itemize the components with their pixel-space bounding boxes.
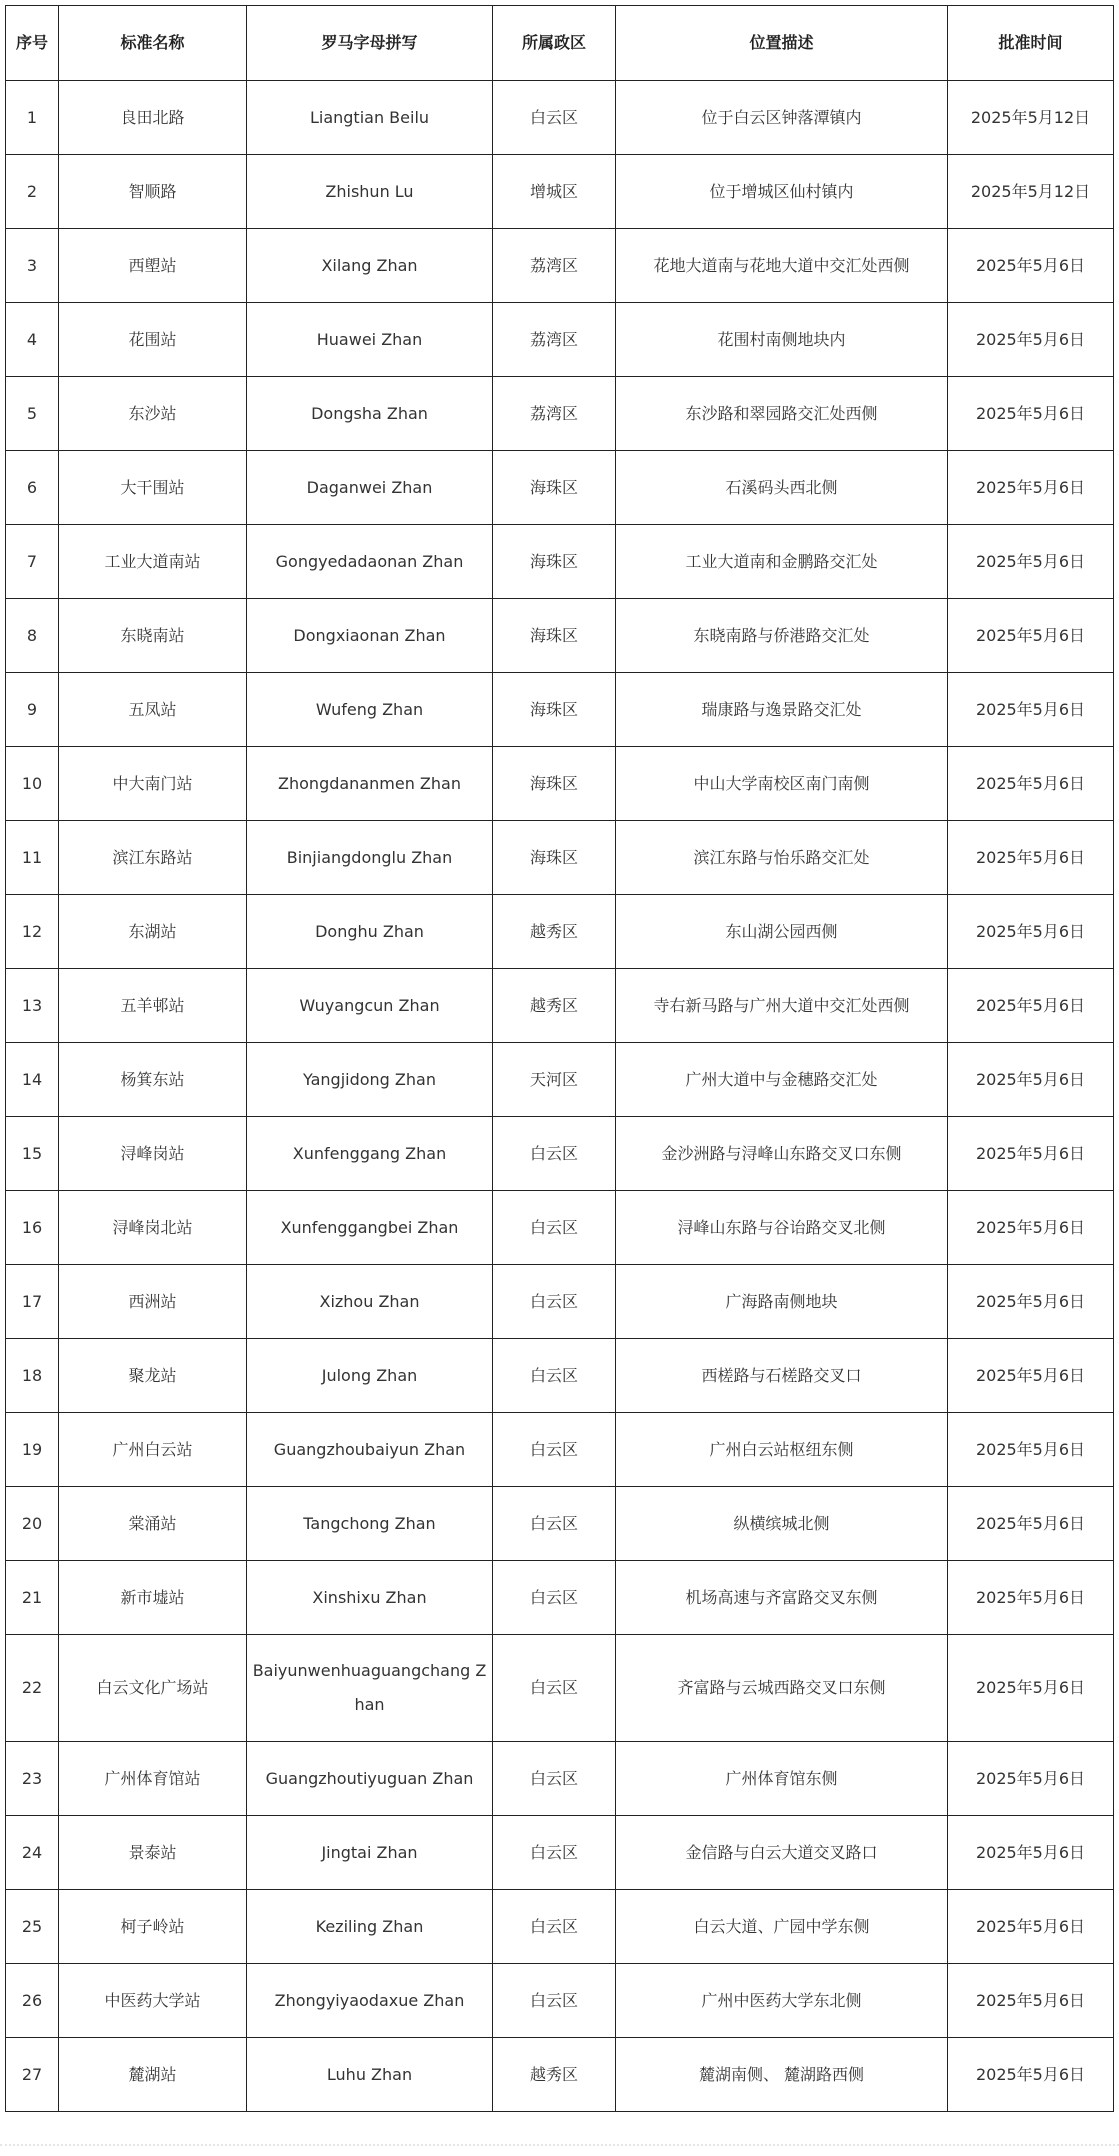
cell-standard-name: 工业大道南站 bbox=[59, 525, 247, 599]
cell-approval-date: 2025年5月6日 bbox=[948, 1742, 1114, 1816]
cell-standard-name: 西洲站 bbox=[59, 1265, 247, 1339]
cell-roman-spelling: Xizhou Zhan bbox=[247, 1265, 493, 1339]
header-standard-name: 标准名称 bbox=[59, 6, 247, 81]
table-row bbox=[6, 673, 1114, 747]
header-roman-spelling: 罗马字母拼写 bbox=[247, 6, 493, 81]
cell-serial-number: 12 bbox=[6, 895, 59, 969]
cell-approval-date: 2025年5月6日 bbox=[948, 1635, 1114, 1742]
cell-serial-number: 21 bbox=[6, 1561, 59, 1635]
cell-roman-spelling: Wuyangcun Zhan bbox=[247, 969, 493, 1043]
cell-serial-number: 25 bbox=[6, 1890, 59, 1964]
cell-district: 海珠区 bbox=[493, 525, 616, 599]
table-row bbox=[6, 1191, 1114, 1265]
table-row bbox=[6, 1964, 1114, 2038]
cell-standard-name: 滨江东路站 bbox=[59, 821, 247, 895]
cell-serial-number: 14 bbox=[6, 1043, 59, 1117]
cell-approval-date: 2025年5月6日 bbox=[948, 1413, 1114, 1487]
cell-approval-date: 2025年5月6日 bbox=[948, 1816, 1114, 1890]
cell-approval-date: 2025年5月6日 bbox=[948, 1191, 1114, 1265]
cell-standard-name: 中大南门站 bbox=[59, 747, 247, 821]
cell-approval-date: 2025年5月6日 bbox=[948, 1890, 1114, 1964]
cell-location-description: 机场高速与齐富路交叉东侧 bbox=[616, 1561, 948, 1635]
cell-serial-number: 9 bbox=[6, 673, 59, 747]
cell-serial-number: 5 bbox=[6, 377, 59, 451]
cell-district: 海珠区 bbox=[493, 821, 616, 895]
table-row bbox=[6, 1265, 1114, 1339]
cell-standard-name: 东沙站 bbox=[59, 377, 247, 451]
cell-approval-date: 2025年5月6日 bbox=[948, 1964, 1114, 2038]
cell-district: 海珠区 bbox=[493, 451, 616, 525]
cell-serial-number: 2 bbox=[6, 155, 59, 229]
cell-location-description: 广州大道中与金穗路交汇处 bbox=[616, 1043, 948, 1117]
cell-approval-date: 2025年5月6日 bbox=[948, 525, 1114, 599]
cell-serial-number: 13 bbox=[6, 969, 59, 1043]
cell-location-description: 东沙路和翠园路交汇处西侧 bbox=[616, 377, 948, 451]
cell-roman-spelling: Yangjidong Zhan bbox=[247, 1043, 493, 1117]
cell-district: 白云区 bbox=[493, 1265, 616, 1339]
cell-location-description: 东山湖公园西侧 bbox=[616, 895, 948, 969]
cell-approval-date: 2025年5月6日 bbox=[948, 747, 1114, 821]
cell-location-description: 瑞康路与逸景路交汇处 bbox=[616, 673, 948, 747]
cell-standard-name: 浔峰岗站 bbox=[59, 1117, 247, 1191]
cell-district: 天河区 bbox=[493, 1043, 616, 1117]
cell-district: 荔湾区 bbox=[493, 377, 616, 451]
cell-serial-number: 23 bbox=[6, 1742, 59, 1816]
cell-serial-number: 17 bbox=[6, 1265, 59, 1339]
table-row bbox=[6, 303, 1114, 377]
table-row bbox=[6, 2038, 1114, 2112]
cell-standard-name: 花围站 bbox=[59, 303, 247, 377]
cell-location-description: 纵横缤城北侧 bbox=[616, 1487, 948, 1561]
cell-district: 白云区 bbox=[493, 1816, 616, 1890]
table-row bbox=[6, 377, 1114, 451]
cell-district: 荔湾区 bbox=[493, 303, 616, 377]
cell-standard-name: 东晓南站 bbox=[59, 599, 247, 673]
table-row bbox=[6, 155, 1114, 229]
cell-location-description: 金沙洲路与浔峰山东路交叉口东侧 bbox=[616, 1117, 948, 1191]
table-row bbox=[6, 525, 1114, 599]
cell-location-description: 白云大道、广园中学东侧 bbox=[616, 1890, 948, 1964]
cell-location-description: 浔峰山东路与谷诒路交叉北侧 bbox=[616, 1191, 948, 1265]
table-row bbox=[6, 969, 1114, 1043]
cell-roman-spelling: Daganwei Zhan bbox=[247, 451, 493, 525]
cell-roman-spelling: Baiyunwenhuaguangchang Zhan bbox=[247, 1635, 493, 1742]
cell-standard-name: 白云文化广场站 bbox=[59, 1635, 247, 1742]
cell-approval-date: 2025年5月6日 bbox=[948, 1265, 1114, 1339]
cell-standard-name: 浔峰岗北站 bbox=[59, 1191, 247, 1265]
cell-roman-spelling: Guangzhoutiyuguan Zhan bbox=[247, 1742, 493, 1816]
cell-roman-spelling: Keziling Zhan bbox=[247, 1890, 493, 1964]
table-row bbox=[6, 821, 1114, 895]
table-row bbox=[6, 81, 1114, 155]
cell-location-description: 麓湖南侧、 麓湖路西侧 bbox=[616, 2038, 948, 2112]
table-row bbox=[6, 1561, 1114, 1635]
cell-standard-name: 聚龙站 bbox=[59, 1339, 247, 1413]
cell-roman-spelling: Zhongyiyaodaxue Zhan bbox=[247, 1964, 493, 2038]
cell-roman-spelling: Huawei Zhan bbox=[247, 303, 493, 377]
cell-standard-name: 新市墟站 bbox=[59, 1561, 247, 1635]
table-row bbox=[6, 1816, 1114, 1890]
header-location-description: 位置描述 bbox=[616, 6, 948, 81]
table-row bbox=[6, 1043, 1114, 1117]
cell-standard-name: 广州体育馆站 bbox=[59, 1742, 247, 1816]
header-approval-date: 批准时间 bbox=[948, 6, 1114, 81]
cell-roman-spelling: Dongsha Zhan bbox=[247, 377, 493, 451]
cell-roman-spelling: Tangchong Zhan bbox=[247, 1487, 493, 1561]
cell-approval-date: 2025年5月6日 bbox=[948, 1339, 1114, 1413]
cell-district: 增城区 bbox=[493, 155, 616, 229]
cell-serial-number: 15 bbox=[6, 1117, 59, 1191]
cell-roman-spelling: Xinshixu Zhan bbox=[247, 1561, 493, 1635]
cell-location-description: 滨江东路与怡乐路交汇处 bbox=[616, 821, 948, 895]
cell-location-description: 石溪码头西北侧 bbox=[616, 451, 948, 525]
cell-district: 海珠区 bbox=[493, 599, 616, 673]
cell-district: 白云区 bbox=[493, 1117, 616, 1191]
cell-serial-number: 1 bbox=[6, 81, 59, 155]
table-row bbox=[6, 1890, 1114, 1964]
table-row bbox=[6, 1635, 1114, 1742]
cell-standard-name: 西塱站 bbox=[59, 229, 247, 303]
cell-approval-date: 2025年5月6日 bbox=[948, 1561, 1114, 1635]
table-row bbox=[6, 1117, 1114, 1191]
cell-serial-number: 22 bbox=[6, 1635, 59, 1742]
cell-roman-spelling: Xunfenggang Zhan bbox=[247, 1117, 493, 1191]
cell-roman-spelling: Luhu Zhan bbox=[247, 2038, 493, 2112]
cell-roman-spelling: Wufeng Zhan bbox=[247, 673, 493, 747]
cell-approval-date: 2025年5月6日 bbox=[948, 969, 1114, 1043]
cell-standard-name: 良田北路 bbox=[59, 81, 247, 155]
place-names-table bbox=[5, 5, 1114, 2112]
cell-approval-date: 2025年5月6日 bbox=[948, 377, 1114, 451]
cell-roman-spelling: Dongxiaonan Zhan bbox=[247, 599, 493, 673]
cell-approval-date: 2025年5月12日 bbox=[948, 81, 1114, 155]
cell-district: 海珠区 bbox=[493, 747, 616, 821]
table-row bbox=[6, 747, 1114, 821]
cell-district: 白云区 bbox=[493, 1742, 616, 1816]
cell-serial-number: 24 bbox=[6, 1816, 59, 1890]
table-row bbox=[6, 451, 1114, 525]
cell-standard-name: 大干围站 bbox=[59, 451, 247, 525]
cell-serial-number: 20 bbox=[6, 1487, 59, 1561]
cell-location-description: 齐富路与云城西路交叉口东侧 bbox=[616, 1635, 948, 1742]
cell-standard-name: 杨箕东站 bbox=[59, 1043, 247, 1117]
cell-standard-name: 五羊邨站 bbox=[59, 969, 247, 1043]
cell-approval-date: 2025年5月6日 bbox=[948, 821, 1114, 895]
cell-district: 白云区 bbox=[493, 1339, 616, 1413]
cell-location-description: 花围村南侧地块内 bbox=[616, 303, 948, 377]
header-district: 所属政区 bbox=[493, 6, 616, 81]
cell-standard-name: 麓湖站 bbox=[59, 2038, 247, 2112]
cell-approval-date: 2025年5月6日 bbox=[948, 229, 1114, 303]
cell-location-description: 东晓南路与侨港路交汇处 bbox=[616, 599, 948, 673]
cell-district: 白云区 bbox=[493, 1561, 616, 1635]
cell-standard-name: 广州白云站 bbox=[59, 1413, 247, 1487]
bottom-divider bbox=[0, 2144, 1119, 2146]
cell-district: 白云区 bbox=[493, 1635, 616, 1742]
cell-roman-spelling: Zhongdananmen Zhan bbox=[247, 747, 493, 821]
cell-standard-name: 中医药大学站 bbox=[59, 1964, 247, 2038]
cell-approval-date: 2025年5月6日 bbox=[948, 599, 1114, 673]
table-row bbox=[6, 229, 1114, 303]
cell-district: 白云区 bbox=[493, 1413, 616, 1487]
cell-roman-spelling: Julong Zhan bbox=[247, 1339, 493, 1413]
cell-roman-spelling: Xunfenggangbei Zhan bbox=[247, 1191, 493, 1265]
cell-serial-number: 6 bbox=[6, 451, 59, 525]
cell-location-description: 花地大道南与花地大道中交汇处西侧 bbox=[616, 229, 948, 303]
cell-approval-date: 2025年5月6日 bbox=[948, 1487, 1114, 1561]
cell-approval-date: 2025年5月12日 bbox=[948, 155, 1114, 229]
table-row bbox=[6, 1413, 1114, 1487]
cell-roman-spelling: Binjiangdonglu Zhan bbox=[247, 821, 493, 895]
cell-location-description: 位于增城区仙村镇内 bbox=[616, 155, 948, 229]
cell-roman-spelling: Jingtai Zhan bbox=[247, 1816, 493, 1890]
cell-serial-number: 18 bbox=[6, 1339, 59, 1413]
cell-roman-spelling: Zhishun Lu bbox=[247, 155, 493, 229]
cell-serial-number: 11 bbox=[6, 821, 59, 895]
cell-serial-number: 7 bbox=[6, 525, 59, 599]
cell-serial-number: 16 bbox=[6, 1191, 59, 1265]
cell-serial-number: 10 bbox=[6, 747, 59, 821]
table-row bbox=[6, 1742, 1114, 1816]
cell-location-description: 广海路南侧地块 bbox=[616, 1265, 948, 1339]
cell-approval-date: 2025年5月6日 bbox=[948, 1043, 1114, 1117]
cell-approval-date: 2025年5月6日 bbox=[948, 1117, 1114, 1191]
cell-approval-date: 2025年5月6日 bbox=[948, 451, 1114, 525]
cell-serial-number: 27 bbox=[6, 2038, 59, 2112]
cell-location-description: 西槎路与石槎路交叉口 bbox=[616, 1339, 948, 1413]
cell-standard-name: 柯子岭站 bbox=[59, 1890, 247, 1964]
cell-district: 白云区 bbox=[493, 81, 616, 155]
cell-approval-date: 2025年5月6日 bbox=[948, 673, 1114, 747]
table-row bbox=[6, 895, 1114, 969]
cell-approval-date: 2025年5月6日 bbox=[948, 303, 1114, 377]
cell-district: 白云区 bbox=[493, 1487, 616, 1561]
cell-approval-date: 2025年5月6日 bbox=[948, 895, 1114, 969]
cell-standard-name: 东湖站 bbox=[59, 895, 247, 969]
cell-roman-spelling: Xilang Zhan bbox=[247, 229, 493, 303]
cell-location-description: 广州白云站枢纽东侧 bbox=[616, 1413, 948, 1487]
cell-location-description: 工业大道南和金鹏路交汇处 bbox=[616, 525, 948, 599]
cell-district: 荔湾区 bbox=[493, 229, 616, 303]
cell-district: 白云区 bbox=[493, 1964, 616, 2038]
cell-location-description: 金信路与白云大道交叉路口 bbox=[616, 1816, 948, 1890]
cell-district: 海珠区 bbox=[493, 673, 616, 747]
header-serial-number: 序号 bbox=[6, 6, 59, 81]
cell-approval-date: 2025年5月6日 bbox=[948, 2038, 1114, 2112]
cell-roman-spelling: Gongyedadaonan Zhan bbox=[247, 525, 493, 599]
table-body bbox=[6, 81, 1114, 2112]
cell-district: 越秀区 bbox=[493, 2038, 616, 2112]
cell-serial-number: 19 bbox=[6, 1413, 59, 1487]
cell-district: 越秀区 bbox=[493, 969, 616, 1043]
cell-district: 越秀区 bbox=[493, 895, 616, 969]
table-row bbox=[6, 1487, 1114, 1561]
cell-serial-number: 8 bbox=[6, 599, 59, 673]
cell-standard-name: 五凤站 bbox=[59, 673, 247, 747]
cell-location-description: 位于白云区钟落潭镇内 bbox=[616, 81, 948, 155]
cell-roman-spelling: Guangzhoubaiyun Zhan bbox=[247, 1413, 493, 1487]
cell-location-description: 广州体育馆东侧 bbox=[616, 1742, 948, 1816]
cell-standard-name: 景泰站 bbox=[59, 1816, 247, 1890]
table-row bbox=[6, 599, 1114, 673]
cell-district: 白云区 bbox=[493, 1191, 616, 1265]
cell-district: 白云区 bbox=[493, 1890, 616, 1964]
cell-serial-number: 4 bbox=[6, 303, 59, 377]
cell-serial-number: 26 bbox=[6, 1964, 59, 2038]
cell-roman-spelling: Liangtian Beilu bbox=[247, 81, 493, 155]
cell-standard-name: 棠涌站 bbox=[59, 1487, 247, 1561]
cell-location-description: 广州中医药大学东北侧 bbox=[616, 1964, 948, 2038]
cell-standard-name: 智顺路 bbox=[59, 155, 247, 229]
cell-location-description: 中山大学南校区南门南侧 bbox=[616, 747, 948, 821]
cell-serial-number: 3 bbox=[6, 229, 59, 303]
cell-location-description: 寺右新马路与广州大道中交汇处西侧 bbox=[616, 969, 948, 1043]
table-header-row bbox=[6, 6, 1114, 81]
table-row bbox=[6, 1339, 1114, 1413]
cell-roman-spelling: Donghu Zhan bbox=[247, 895, 493, 969]
